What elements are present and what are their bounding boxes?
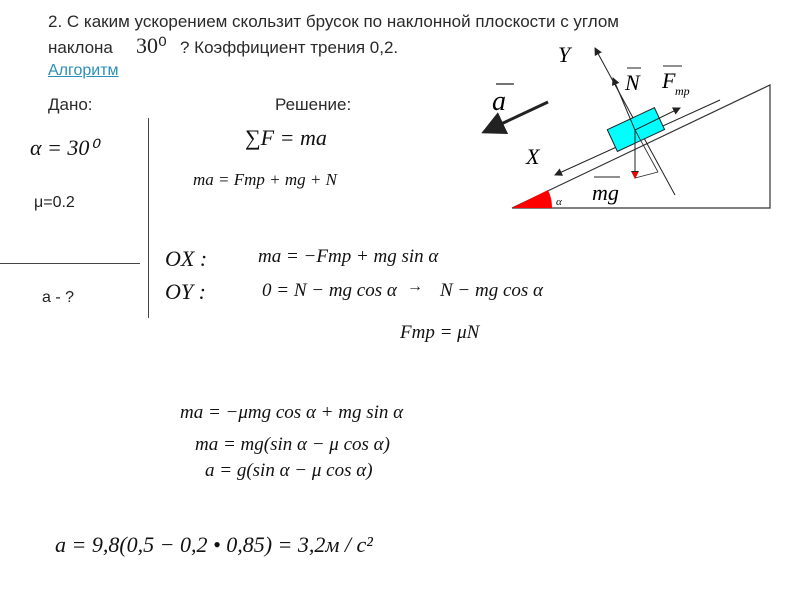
question-angle: 30⁰ <box>136 33 167 58</box>
ox-label: OX : <box>165 246 208 271</box>
friction-equation: Fтр = μN <box>400 322 480 343</box>
given-divider <box>0 263 140 264</box>
gravity-tip <box>632 172 638 179</box>
question-line-2-suffix: ? Коэффициент трения 0,2. <box>180 38 399 57</box>
solution-heading: Решение: <box>275 95 352 114</box>
question-line-2-prefix: наклона <box>48 38 113 57</box>
final-answer: a = 9,8(0,5 − 0,2 • 0,85) = 3,2м / с² <box>55 532 373 557</box>
step-3-equation: a = g(sin α − μ cos α) <box>205 460 373 481</box>
angle-label: α <box>556 196 562 208</box>
normal-label: N <box>625 70 640 95</box>
given-mu: μ=0.2 <box>34 194 75 211</box>
acceleration-label: a <box>492 86 506 117</box>
oy-label: OY : <box>165 279 206 304</box>
vector-equation: ma = Fтр + mg + N <box>193 170 337 189</box>
ox-equation: ma = −Fтр + mg sin α <box>258 246 439 267</box>
incline-outline <box>512 85 770 208</box>
algorithm-link[interactable]: Алгоритм <box>48 62 119 79</box>
inclined-plane-diagram <box>470 40 790 215</box>
arrow-icon: → <box>407 278 423 295</box>
step-1-equation: ma = −μmg cos α + mg sin α <box>180 402 404 423</box>
newton-sum-equation: ∑F = ma <box>245 125 327 150</box>
x-axis-label: X <box>526 144 540 169</box>
vertical-divider <box>148 118 149 318</box>
friction-subscript: тр <box>675 84 690 98</box>
gravity-component <box>635 172 658 178</box>
gravity-label: mg <box>592 180 619 205</box>
question-line-1: 2. С каким ускорением скользит брусок по наклонной плоскости с углом <box>48 12 619 31</box>
given-heading: Дано: <box>48 95 93 114</box>
angle-marker <box>512 190 552 208</box>
find-label: a - ? <box>42 289 75 306</box>
step-2-equation: ma = mg(sin α − μ cos α) <box>195 434 390 455</box>
oy-result: N − mg cos α <box>440 280 544 301</box>
y-axis-label: Y <box>558 42 571 67</box>
given-alpha: α = 30⁰ <box>30 135 99 160</box>
oy-equation: 0 = N − mg cos α <box>262 280 397 301</box>
friction-label: F <box>662 68 676 93</box>
